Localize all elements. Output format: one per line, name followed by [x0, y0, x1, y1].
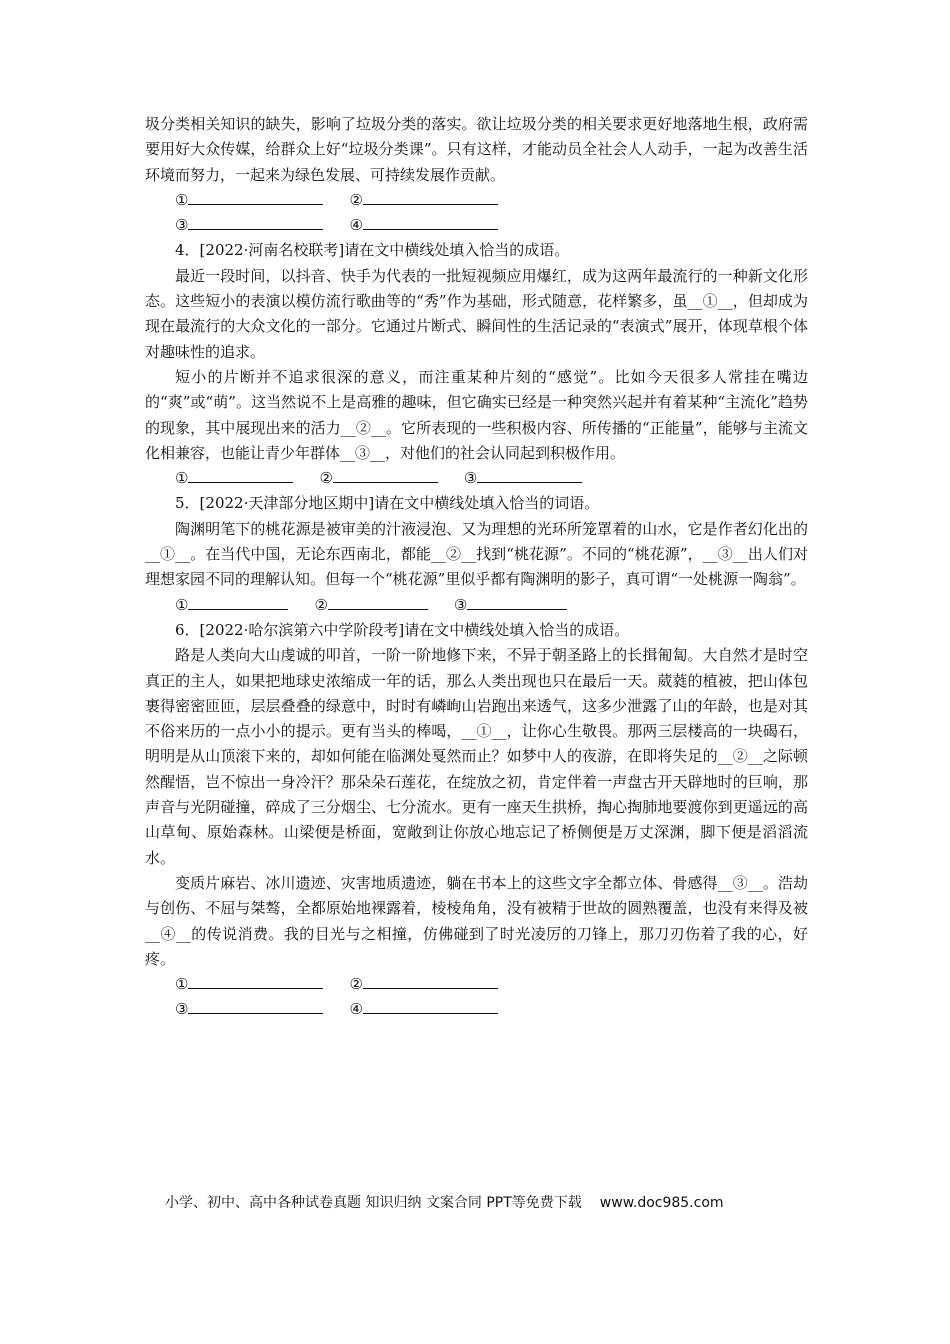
blank-label: ③ — [463, 469, 478, 488]
answer-blanks-prev-2 — [145, 213, 808, 238]
blank-label: ④ — [349, 216, 363, 235]
blank-label: ① — [175, 595, 189, 614]
answer-line[interactable] — [188, 595, 288, 610]
question-6-blanks-row-1 — [145, 972, 808, 997]
blank-label: ② — [319, 469, 333, 488]
answer-blanks-prev — [145, 188, 808, 213]
blank-label: ② — [314, 595, 328, 614]
answer-line[interactable] — [363, 215, 498, 230]
blank-label: ② — [349, 975, 363, 994]
answer-line[interactable] — [188, 190, 323, 205]
answer-line[interactable] — [363, 190, 498, 205]
question-4-blanks — [145, 466, 808, 491]
question-6-paragraph-1: 路是人类向大山虔诚的叩首，一阶一阶地修下来，不异于朝圣路上的长揖匍匐。大自然才是时空真正的主人，如果把地球史浓缩成一年的话，那么人类出现也只在最后一天。葳蕤的植被，把山体包裹得密密匝匝，层层叠叠的绿意中，时时有嶙峋山岩跑出来透气，这多少泄露了山的年龄，也是对其不俗来历的一点小小的提示。更有当头的棒喝，__①__，让你心生敬畏。那两三层楼高的一块碣石，明明是从山顶滚下来的，却如何能在临渊处戛然而止？如梦中人的夜游，在即将失足的__②__之际顿然醒悟，岂不惊出一身冷汗？那朵朵石莲花，在绽放之初，肯定伴着一声盘古开天辟地时的巨响，那声音与光阴碰撞，碎成了三分烟尘、七分流水。更有一座天生拱桥，掏心掏肺地要渡你到更遥远的高山草甸、原始森林。山梁便是桥面，宽敞到让你放心地忘记了桥侧便是万丈深渊，脚下便是滔滔流水。 — [145, 646, 808, 867]
blank-label: ① — [175, 190, 189, 209]
blank-label: ③ — [453, 595, 468, 614]
intro-paragraph: 圾分类相关知识的缺失，影响了垃圾分类的落实。欲让垃圾分类的相关要求更好地落地生根，政府需要用好大众传媒，给群众上好“垃圾分类课”。只有这样，才能动员全社会人人动手，一起为改善生活环境而努力，一起来为绿色发展、可持续发展作贡献。 — [145, 115, 808, 184]
answer-line[interactable] — [188, 215, 323, 230]
blank-label: ② — [349, 190, 363, 209]
question-6-paragraph-2: 变质片麻岩、冰川遗迹、灾害地质遗迹，躺在书本上的这些文字全都立体、骨感得__③__。浩劫与创伤、不屈与桀骜，全都原始地裸露着，棱棱角角，没有被精于世故的圆熟覆盖，也没有来得及被__④__的传说消费。我的目光与之相撞，仿佛碰到了时光凌厉的刀锋上，那刀刃伤着了我的心，好疼。 — [145, 873, 808, 968]
question-5-paragraph-1: 陶渊明笔下的桃花源是被审美的汁液浸泡、又为理想的光环所笼罩着的山水，它是作者幻化出的__①__。在当代中国，无论东西南北，都能__②__找到“桃花源”。不同的“桃花源”，__③__出人们对理想家园不同的理解认知。但每一个“桃花源”里似乎都有陶渊明的影子，真可谓“一处桃源一陶翁”。 — [145, 519, 808, 589]
question-6-blanks-row-2 — [145, 997, 808, 1022]
question-5-title: 5．[2022·天津部分地区期中]请在文中横线处填入恰当的词语。 — [175, 494, 600, 513]
page-footer — [165, 1192, 724, 1212]
answer-line[interactable] — [477, 468, 582, 483]
question-5-blanks — [145, 593, 808, 618]
answer-line[interactable] — [328, 595, 428, 610]
blank-label: ③ — [175, 216, 189, 235]
question-4-title: 4．[2022·河南名校联考]请在文中横线处填入恰当的成语。 — [175, 241, 570, 260]
answer-line[interactable] — [188, 974, 323, 989]
blank-label: ④ — [349, 1000, 363, 1019]
answer-line[interactable] — [333, 468, 438, 483]
question-6-title: 6．[2022·哈尔滨第六中学阶段考]请在文中横线处填入恰当的成语。 — [175, 620, 630, 639]
answer-line[interactable] — [188, 999, 323, 1014]
question-4-paragraph-1: 最近一段时间，以抖音、快手为代表的一批短视频应用爆红，成为这两年最流行的一种新文化形态。这些短小的表演以模仿流行歌曲等的“秀”作为基础，形式随意，花样繁多，虽__①__，但却成为现在最流行的大众文化的一部分。它通过片断式、瞬间性的生活记录的“表演式”展开，体现草根个体对趣味性的追求。 — [145, 266, 808, 361]
answer-line[interactable] — [188, 468, 293, 483]
answer-line[interactable] — [467, 595, 567, 610]
blank-label: ③ — [175, 1000, 189, 1019]
footer-url[interactable]: www.doc985.com — [599, 1195, 724, 1211]
document-page — [145, 112, 808, 1023]
answer-line[interactable] — [363, 974, 498, 989]
blank-label: ① — [175, 469, 189, 488]
answer-line[interactable] — [363, 999, 498, 1014]
question-4-paragraph-2: 短小的片断并不追求很深的意义，而注重某种片刻的“感觉”。比如今天很多人常挂在嘴边的“爽”或“萌”。这当然说不上是高雅的趣味，但它确实已经是一种突然兴起并有着某种“主流化”趋势的现象，其中展现出来的活力__②__。它所表现的一些积极内容、所传播的“正能量”，能够与主流文化相兼容，也能让青少年群体__③__，对他们的社会认同起到积极作用。 — [145, 367, 808, 462]
footer-text: 小学、初中、高中各种试卷真题 知识归纳 文案合同 PPT等免费下载 — [165, 1195, 582, 1211]
blank-label: ① — [175, 975, 189, 994]
